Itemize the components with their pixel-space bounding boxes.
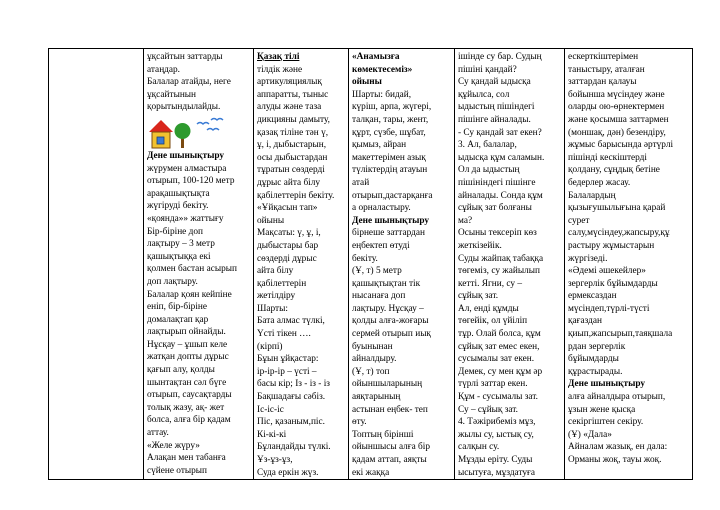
text-line: Демек, су мен құм әр: [458, 366, 543, 377]
text-line: еніп, бір-біріне: [147, 302, 208, 313]
text-line: бекіту.: [352, 253, 378, 264]
text-line: салқын су.: [458, 442, 500, 453]
text-line: ұ, і, дыбыстарын,: [257, 140, 327, 151]
text-line: Кі-кі-кі: [257, 429, 287, 440]
text-line: айналдыру.: [352, 354, 397, 365]
text-line: құрастырады.: [568, 366, 623, 377]
text-line: - Су қандай зат екен?: [458, 127, 542, 138]
text-line: буынынан: [352, 341, 393, 352]
text-line: кетті. Ягни, су –: [458, 278, 523, 289]
text-line: лақтыру. Нұсқау –: [352, 303, 424, 314]
text-line: Піс, қазаным,піс.: [257, 417, 325, 428]
text-line: «Желе жүру»: [147, 440, 200, 451]
text-line: 3. Ал, балалар,: [458, 140, 517, 151]
text-line: дұрыс айта білу: [257, 177, 321, 188]
text-line: Бата алмас түлкі,: [257, 316, 325, 327]
text-line: құрт, сүзбе, шұбат,: [352, 127, 426, 138]
text-line: бедерлер жасау.: [568, 177, 631, 188]
text-line: аттау.: [147, 428, 169, 439]
text-line: қолмен бастан асырып: [147, 264, 237, 275]
text-line: қадам аттап, аяқты: [352, 455, 427, 465]
text-line: өту.: [352, 417, 367, 428]
text-line: секіргіштен секіру.: [568, 417, 644, 428]
text-line: алға айналдыра отырып,: [568, 392, 666, 403]
text-line: қағаздан: [568, 316, 602, 327]
text-line: толық жазу, ақ- жет: [147, 402, 225, 413]
text-line: 4. Тәжірибеміз мұз,: [458, 417, 536, 428]
text-line: сүйене отырып: [147, 465, 208, 476]
text-line: дикцияны дамыту,: [257, 114, 330, 125]
text-line: Балалар атайды, неге: [147, 77, 231, 88]
text-line: төгейік, ол үйіліп: [458, 316, 528, 327]
text-line: Суды жайпақ табаққа: [458, 253, 544, 264]
text-line: (Ұ, т) топ: [352, 366, 390, 377]
text-line: атаңдар.: [147, 64, 180, 75]
text-line: Балалардың: [568, 190, 616, 201]
text-line: қабілеттерін бекіту.: [257, 190, 335, 201]
text-line: атай: [352, 177, 370, 188]
text-line: Балалар қоян кейпіне: [147, 289, 232, 300]
text-line: ойыншысы алға бір: [352, 442, 431, 453]
text-line: Шарты:: [257, 303, 288, 314]
text-line: қағып алу, қолды: [147, 365, 215, 376]
text-line: отырып, саусақтарды: [147, 390, 232, 401]
table-row: [49, 49, 693, 480]
text-line: жүрумен алмастыра: [147, 163, 227, 174]
text-line: отырып,дастарқанға: [352, 190, 433, 201]
text-line: Топтың бірінші: [352, 429, 414, 440]
text-line: тұр. Олай болса, құм: [458, 329, 541, 340]
text-line: Дене шынықтыру: [147, 150, 225, 161]
text-line: ескерткіштерімен: [568, 52, 639, 62]
text-line: ұзын жене қысқа: [568, 404, 636, 415]
text-line: Ұз-ұз-ұз,: [257, 455, 293, 465]
text-line: Бақшадағы сәбіз.: [257, 392, 326, 403]
text-line: сермей отырып иық: [352, 329, 431, 340]
text-line: Су – сұйық зат.: [458, 404, 518, 415]
text-line: Айналам жазық, ен дала:: [568, 442, 668, 453]
text-line: бұйымдарды: [568, 354, 619, 365]
table-cell: [455, 49, 565, 480]
text-line: Осыны тексеріп көз: [458, 228, 537, 239]
text-line: Шарты: бидай,: [352, 89, 412, 100]
text-line: отырып, 100-120 метр: [147, 176, 235, 187]
text-line: түліктердің атауын: [352, 165, 428, 176]
text-line: ермексаздан: [568, 291, 617, 302]
text-line: ір-ір-ір – үсті –: [257, 366, 317, 377]
text-line: қорытындылайды.: [147, 102, 221, 113]
text-line: алуды және таза: [257, 102, 322, 113]
text-line: зергерлік бұйымдарды: [568, 278, 658, 289]
text-line: және қосымша заттармен: [568, 114, 669, 125]
text-line: Мақсаты: ү, ұ, і,: [257, 228, 321, 239]
text-line: жұмыс барысында әртүрлі: [568, 140, 674, 151]
text-line: тілдік және: [257, 64, 303, 75]
text-line: рдан зергерлік: [568, 341, 626, 352]
text-line: қиып,жапсырып,таяқшала: [568, 329, 673, 340]
text-line: қызығушылығына қарай: [568, 203, 666, 214]
text-line: Орманы жоқ, тауы жоқ.: [568, 455, 662, 465]
text-line: Ал, енді құмды: [458, 303, 519, 314]
text-line: айналады. Сонда құм: [458, 190, 543, 201]
text-line: Бұын ұйқастар:: [257, 354, 319, 365]
text-line: дыбыстары бар: [257, 240, 319, 251]
text-line: «қоянда»» жаттығу: [147, 213, 224, 224]
text-line: түрлі заттар екен.: [458, 379, 528, 390]
text-line: қымыз, айран: [352, 140, 407, 151]
text-line: басы кір; Із - із - із: [257, 379, 330, 390]
text-line: қолды алға-жоғары: [352, 316, 429, 327]
text-line: Бір-біріне доп: [147, 226, 203, 237]
text-line: бойынша мүсіндеу және: [568, 89, 665, 100]
text-line: ұқсайтынын: [147, 89, 197, 100]
text-line: осы дыбыстардан: [257, 152, 328, 163]
text-line: қазақ тіліне тән ү,: [257, 127, 329, 138]
text-line: лақтырып ойнайды.: [147, 327, 226, 338]
text-line: сурет: [568, 215, 590, 226]
text-line: қашықтықтан тік: [352, 278, 421, 289]
text-line: пішінге айналады.: [458, 114, 531, 125]
text-line: «Анамызға: [352, 52, 400, 62]
text-line: жүргізеді.: [568, 253, 608, 264]
text-line: оларды ою-өрнектермен: [568, 102, 665, 113]
text-line: қолдану, сұңдық бетіне: [568, 165, 660, 176]
house-illustration: [147, 116, 237, 150]
text-line: болса, алға бір қадам: [147, 415, 231, 426]
tree-icon: [175, 123, 191, 148]
text-line: қашықтыққа екі: [147, 251, 211, 262]
text-line: жылы су, ыстық су,: [458, 429, 534, 440]
text-line: Дене шынықтыру: [352, 215, 430, 226]
text-line: ойыншыларының: [352, 379, 423, 390]
house-icon: [149, 120, 173, 148]
text-line: жүгіруді бекіту.: [147, 201, 209, 212]
text-line: салу,мүсіндеу,жапсыру,құ: [568, 228, 670, 239]
text-line: Іс-іс-іс: [257, 404, 284, 415]
text-line: көмектесеміз»: [352, 64, 413, 75]
text-line: пішініндегі пішінге: [458, 177, 536, 188]
text-line: Құм - сусымалы зат.: [458, 392, 538, 403]
text-line: сусымалы зат екен.: [458, 354, 535, 365]
text-line: тұратын сөздерді: [257, 165, 325, 176]
text-line: нысанаға доп: [352, 291, 406, 302]
text-line: Нұсқау – ұшып келе: [147, 339, 228, 350]
text-line: пішінді кескіштерді: [568, 152, 647, 163]
text-line: шынтақтан сәл бүге: [147, 377, 227, 388]
text-line: астынан еңбек- теп: [352, 404, 428, 415]
text-line: Суда еркін жүз.: [257, 467, 319, 478]
text-line: мүсіндеп,түрлі-түсті: [568, 303, 650, 314]
text-line: еңбектеп өтуді: [352, 240, 410, 251]
text-line: бірнеше заттардан: [352, 228, 425, 239]
text-line: ойыны: [352, 77, 382, 88]
birds-icon: [197, 118, 223, 130]
text-line: (Ұ) «Дала»: [568, 429, 612, 440]
text-line: (Ұ, т) 5 метр: [352, 266, 402, 277]
text-line: қабілеттерін: [257, 278, 307, 289]
text-line: Ол да ыдыстың: [458, 165, 520, 176]
lesson-plan-table: [48, 48, 693, 480]
text-line: төгеміз, су жайылып: [458, 266, 540, 277]
text-line: домалақтап қар: [147, 314, 209, 325]
text-line: Дене шынықтыру: [568, 379, 646, 390]
text-line: (кірпі): [257, 341, 283, 352]
text-line: ішінде су бар. Судың: [458, 52, 542, 62]
text-line: доп лақтыру.: [147, 276, 198, 287]
text-line: Мұзды еріту. Суды: [458, 455, 533, 465]
text-line: Қазақ тілі: [257, 52, 300, 62]
text-line: ойыны: [257, 215, 285, 226]
text-line: растыру жұмыстарын: [568, 240, 655, 251]
text-line: таныстыру, аталған: [568, 64, 645, 75]
text-line: аппаратты, тыныс: [257, 89, 329, 100]
text-line: (моншақ, дән) безендіру,: [568, 127, 666, 138]
text-line: Су қандай ыдысқа: [458, 77, 531, 88]
text-line: «Әдемі әшекейлер»: [568, 266, 646, 277]
table-cell: [254, 49, 349, 480]
text-line: ыдыстың пішіндегі: [458, 102, 535, 113]
table-cell: [49, 49, 144, 480]
text-line: ысытуға, мұздатуға: [458, 467, 535, 478]
text-line: күріш, арпа, жүгері,: [352, 102, 432, 113]
text-line: пішіні қандай?: [458, 64, 517, 75]
text-line: макеттерімен азық: [352, 152, 426, 163]
text-line: сұйық зат.: [458, 291, 499, 302]
text-line: артикуляциялық: [257, 77, 322, 88]
text-line: екі жаққа: [352, 467, 390, 478]
text-line: Үсті тікен ….: [257, 329, 311, 340]
text-line: ұқсайтын заттарды: [147, 52, 223, 62]
text-line: сөздерді дұрыс: [257, 253, 317, 264]
text-line: сұйық зат емес екен,: [458, 341, 540, 352]
text-line: ма?: [458, 215, 473, 226]
text-line: «Ұйқасын тап»: [257, 203, 318, 214]
text-line: арақашықтықта: [147, 188, 210, 199]
text-line: а орналастыру.: [352, 203, 411, 214]
text-line: заттардан қалауы: [568, 77, 637, 88]
text-line: жатқан допты дұрыс: [147, 352, 229, 363]
text-line: жетілдіру: [257, 291, 296, 302]
table-cell: [349, 49, 455, 480]
text-line: сұйық зат болғаны: [458, 203, 532, 214]
text-line: құйылса, сол: [458, 89, 510, 100]
table-cell: [144, 49, 254, 480]
text-line: Бұландайды түлкі.: [257, 442, 331, 453]
text-line: Алақан мен табанға: [147, 453, 226, 464]
table-cell: [565, 49, 693, 480]
text-line: аяқтарының: [352, 392, 401, 403]
text-line: айта білу: [257, 266, 294, 277]
text-line: лақтыру – 3 метр: [147, 239, 215, 250]
text-line: жеткізейік.: [458, 240, 502, 251]
text-line: ыдысқа құм саламын.: [458, 152, 545, 163]
text-line: талқан, тары, жент,: [352, 114, 429, 125]
